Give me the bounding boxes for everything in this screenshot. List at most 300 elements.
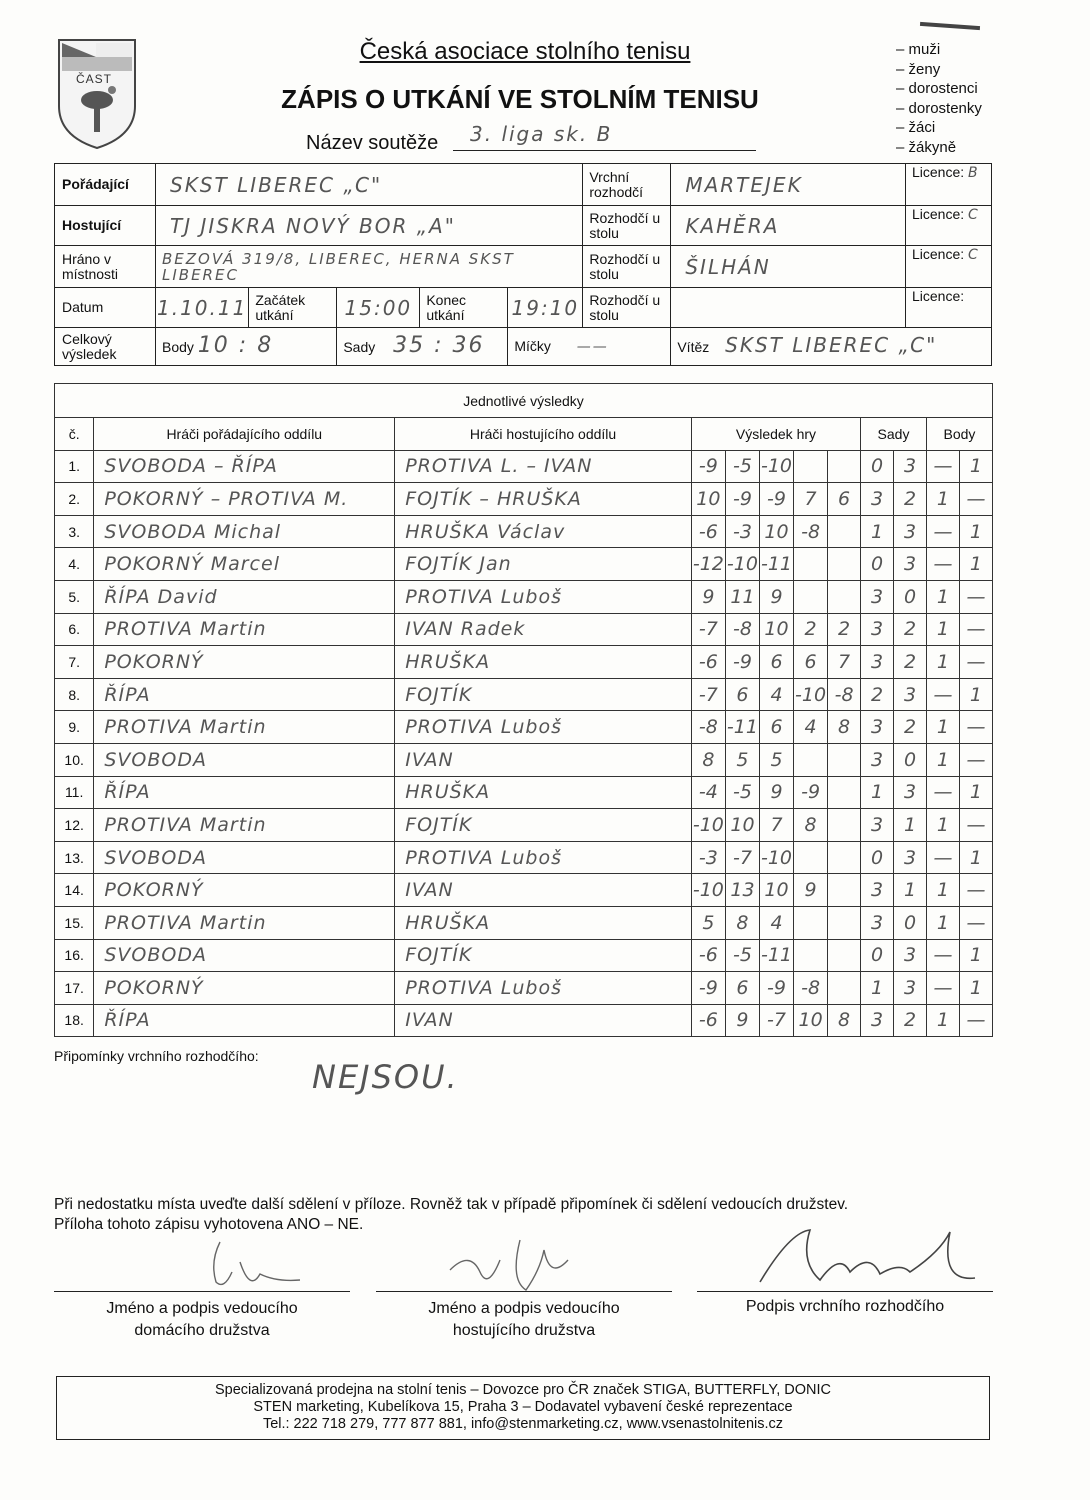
home-player: PROTIVA Martin bbox=[94, 711, 395, 744]
sets-home: 3 bbox=[861, 906, 894, 939]
game-score: 9 bbox=[794, 874, 828, 907]
category-junior-girls: – dorostenky bbox=[896, 99, 982, 117]
game-score: 10 bbox=[691, 483, 725, 516]
footer-box bbox=[56, 1376, 990, 1440]
points-home: — bbox=[926, 776, 959, 809]
game-score bbox=[828, 874, 861, 907]
home-player: PROTIVA Martin bbox=[94, 613, 395, 646]
points-guest: — bbox=[959, 874, 992, 907]
game-score: 10 bbox=[759, 874, 793, 907]
game-score: -12 bbox=[691, 548, 725, 581]
guest-player: PROTIVA Luboš bbox=[395, 580, 692, 613]
licence-label-4: Licence: bbox=[906, 288, 992, 328]
licence-value-2: C bbox=[968, 207, 980, 223]
home-player: POKORNÝ bbox=[94, 874, 395, 907]
game-score: -8 bbox=[691, 711, 725, 744]
row-number: 10. bbox=[55, 743, 94, 776]
logo-text: ČAST bbox=[76, 72, 113, 86]
home-player: ŘÍPA bbox=[94, 678, 395, 711]
guest-player: PROTIVA Luboš bbox=[395, 841, 692, 874]
guest-player: HRUŠKA bbox=[395, 906, 692, 939]
home-player: POKORNÝ bbox=[94, 972, 395, 1005]
result-row bbox=[55, 743, 993, 776]
end-value: 19:10 bbox=[508, 288, 583, 328]
home-player: POKORNÝ bbox=[94, 646, 395, 679]
home-player: SVOBODA Michal bbox=[94, 515, 395, 548]
game-score bbox=[828, 809, 861, 842]
game-score: 4 bbox=[759, 678, 793, 711]
game-score: 9 bbox=[759, 580, 793, 613]
sets-value: 35 : 36 bbox=[393, 333, 485, 358]
sets-guest: 3 bbox=[894, 776, 927, 809]
sets-guest: 2 bbox=[894, 483, 927, 516]
points-home: 1 bbox=[926, 809, 959, 842]
winner-value: SKST LIBEREC „C" bbox=[725, 333, 938, 357]
game-score: -9 bbox=[759, 972, 793, 1005]
result-row bbox=[55, 972, 993, 1005]
row-number: 16. bbox=[55, 939, 94, 972]
guest-value: TJ JISKRA NOVÝ BOR „A" bbox=[156, 206, 583, 246]
game-score: -9 bbox=[691, 972, 725, 1005]
game-score: -6 bbox=[691, 646, 725, 679]
row-number: 3. bbox=[55, 515, 94, 548]
sets-home: 3 bbox=[861, 711, 894, 744]
game-score: 6 bbox=[794, 646, 828, 679]
home-player: SVOBODA bbox=[94, 939, 395, 972]
sets-home: 3 bbox=[861, 580, 894, 613]
referee-label: Vrchní rozhodčí bbox=[583, 164, 671, 206]
game-score: 6 bbox=[725, 972, 759, 1005]
game-score: -11 bbox=[759, 548, 793, 581]
sets-guest: 3 bbox=[894, 939, 927, 972]
game-score: 5 bbox=[759, 743, 793, 776]
note-line-1: Při nedostatku místa uveďte další sdělení v příloze. Rovněž tak v případě připomínek či sdělení vedoucích družstev. bbox=[54, 1196, 849, 1213]
points-home: — bbox=[926, 548, 959, 581]
game-score bbox=[794, 450, 828, 483]
game-score bbox=[828, 548, 861, 581]
sets-guest: 0 bbox=[894, 743, 927, 776]
sets-guest: 3 bbox=[894, 841, 927, 874]
sets-home: 1 bbox=[861, 972, 894, 1005]
points-home: 1 bbox=[926, 646, 959, 679]
game-score: -5 bbox=[725, 939, 759, 972]
col-sets-header: Sady bbox=[861, 418, 927, 451]
sets-home: 0 bbox=[861, 450, 894, 483]
points-home: 1 bbox=[926, 613, 959, 646]
game-score bbox=[828, 580, 861, 613]
row-number: 4. bbox=[55, 548, 94, 581]
sets-guest: 0 bbox=[894, 580, 927, 613]
home-player: SVOBODA bbox=[94, 743, 395, 776]
result-row bbox=[55, 580, 993, 613]
result-row bbox=[55, 841, 993, 874]
category-pupils-girls: – žákyně bbox=[896, 138, 957, 156]
game-score: 8 bbox=[794, 809, 828, 842]
points-guest: 1 bbox=[959, 939, 992, 972]
game-score: 8 bbox=[691, 743, 725, 776]
sets-label: Sady bbox=[343, 339, 376, 355]
points-home: — bbox=[926, 515, 959, 548]
game-score: 2 bbox=[828, 613, 861, 646]
sets-home: 0 bbox=[861, 939, 894, 972]
points-guest: 1 bbox=[959, 776, 992, 809]
game-score: -3 bbox=[691, 841, 725, 874]
game-score: -5 bbox=[725, 776, 759, 809]
category-strike bbox=[920, 22, 980, 30]
guest-player: PROTIVA Luboš bbox=[395, 711, 692, 744]
col-points-header: Body bbox=[926, 418, 992, 451]
home-player: ŘÍPA David bbox=[94, 580, 395, 613]
umpire3-label: Rozhodčí u stolu bbox=[583, 288, 671, 328]
game-score bbox=[828, 841, 861, 874]
referee-signature bbox=[750, 1222, 980, 1292]
game-score bbox=[794, 580, 828, 613]
sets-home: 3 bbox=[861, 874, 894, 907]
licence-label-2: Licence: C bbox=[906, 206, 992, 246]
competition-value: 3. liga sk. B bbox=[470, 122, 613, 146]
row-number: 9. bbox=[55, 711, 94, 744]
guest-player: HRUŠKA bbox=[395, 776, 692, 809]
points-guest: — bbox=[959, 711, 992, 744]
game-score: -11 bbox=[759, 939, 793, 972]
col-guest-header: Hráči hostujícího oddílu bbox=[395, 418, 692, 451]
home-player: SVOBODA bbox=[94, 841, 395, 874]
home-leader-label: Jméno a podpis vedoucího domácího družstva bbox=[106, 1300, 298, 1339]
results-table bbox=[54, 383, 993, 1037]
guest-signature bbox=[440, 1230, 590, 1300]
total-label: Celkový výsledek bbox=[55, 328, 156, 366]
match-info-table bbox=[54, 163, 992, 366]
game-score bbox=[828, 776, 861, 809]
game-score: 13 bbox=[725, 874, 759, 907]
sets-guest: 3 bbox=[894, 972, 927, 1005]
guest-player: IVAN bbox=[395, 874, 692, 907]
umpire2-value: ŠILHÁN bbox=[671, 246, 906, 288]
game-score: 10 bbox=[759, 515, 793, 548]
game-score: 7 bbox=[759, 809, 793, 842]
game-score: 5 bbox=[691, 906, 725, 939]
venue-label: Hráno v místnosti bbox=[55, 246, 156, 288]
guest-player: FOJTÍK bbox=[395, 809, 692, 842]
competition-label: Název soutěže bbox=[306, 132, 439, 154]
note-line-2: Příloha tohoto zápisu vyhotovena ANO – NE. bbox=[54, 1216, 364, 1233]
points-home: 1 bbox=[926, 874, 959, 907]
guest-player: IVAN bbox=[395, 1004, 692, 1037]
licence-value-1: B bbox=[968, 165, 980, 181]
points-home: 1 bbox=[926, 580, 959, 613]
remarks-label: Připomínky vrchního rozhodčího: bbox=[54, 1048, 259, 1064]
game-score bbox=[794, 906, 828, 939]
balls-label: Míčky bbox=[514, 337, 551, 354]
game-score: -7 bbox=[691, 613, 725, 646]
points-guest: — bbox=[959, 580, 992, 613]
sets-home: 3 bbox=[861, 809, 894, 842]
licence-label-3: Licence: C bbox=[906, 246, 992, 288]
result-row bbox=[55, 906, 993, 939]
row-number: 11. bbox=[55, 776, 94, 809]
points-home: 1 bbox=[926, 711, 959, 744]
home-player: ŘÍPA bbox=[94, 1004, 395, 1037]
row-number: 6. bbox=[55, 613, 94, 646]
game-score: -7 bbox=[725, 841, 759, 874]
game-score: -9 bbox=[725, 646, 759, 679]
sets-home: 3 bbox=[861, 613, 894, 646]
game-score: -6 bbox=[691, 939, 725, 972]
game-score: 8 bbox=[828, 711, 861, 744]
remarks-value: NEJSOU. bbox=[312, 1058, 459, 1096]
game-score: 10 bbox=[794, 1004, 828, 1037]
col-no-header: č. bbox=[55, 418, 94, 451]
logo bbox=[56, 38, 138, 150]
points-value: 10 : 8 bbox=[197, 333, 274, 358]
sets-guest: 3 bbox=[894, 450, 927, 483]
result-row bbox=[55, 613, 993, 646]
row-number: 2. bbox=[55, 483, 94, 516]
result-row bbox=[55, 874, 993, 907]
category-junior-boys: – dorostenci bbox=[896, 80, 978, 97]
points-guest: — bbox=[959, 483, 992, 516]
points-home: 1 bbox=[926, 906, 959, 939]
game-score: 10 bbox=[759, 613, 793, 646]
game-score: 10 bbox=[725, 809, 759, 842]
game-score bbox=[828, 972, 861, 1005]
start-value: 15:00 bbox=[337, 288, 420, 328]
home-player: POKORNÝ – PROTIVA M. bbox=[94, 483, 395, 516]
result-row bbox=[55, 939, 993, 972]
points-guest: — bbox=[959, 1004, 992, 1037]
game-score: -10 bbox=[725, 548, 759, 581]
sets-home: 3 bbox=[861, 646, 894, 679]
sets-guest: 1 bbox=[894, 809, 927, 842]
points-guest: 1 bbox=[959, 548, 992, 581]
guest-player: IVAN Radek bbox=[395, 613, 692, 646]
org-name: Česká asociace stolního tenisu bbox=[359, 38, 691, 65]
game-score: 6 bbox=[828, 483, 861, 516]
game-score: -8 bbox=[794, 515, 828, 548]
game-score: -10 bbox=[691, 809, 725, 842]
licence-value-3: C bbox=[968, 247, 980, 263]
game-score: 6 bbox=[759, 646, 793, 679]
date-value: 1.10.11 bbox=[156, 288, 249, 328]
home-player: ŘÍPA bbox=[94, 776, 395, 809]
licence-label-1: Licence: B bbox=[906, 164, 992, 206]
points-guest: 1 bbox=[959, 515, 992, 548]
sets-guest: 3 bbox=[894, 548, 927, 581]
game-score: 8 bbox=[725, 906, 759, 939]
game-score: -10 bbox=[691, 874, 725, 907]
game-score: 7 bbox=[794, 483, 828, 516]
guest-leader-label: Jméno a podpis vedoucího hostujícího družstva bbox=[428, 1300, 620, 1339]
category-women: – ženy bbox=[896, 60, 941, 78]
game-score bbox=[828, 450, 861, 483]
organizer-label: Pořádající bbox=[55, 164, 156, 206]
umpire1-label: Rozhodčí u stolu bbox=[583, 206, 671, 246]
game-score: 11 bbox=[725, 580, 759, 613]
winner-label: Vítěz bbox=[677, 339, 710, 355]
points-guest: — bbox=[959, 906, 992, 939]
row-number: 18. bbox=[55, 1004, 94, 1037]
date-label: Datum bbox=[55, 288, 156, 328]
sets-home: 1 bbox=[861, 776, 894, 809]
venue-value: BEZOVÁ 319/8, LIBEREC, HERNA SKST LIBEREC bbox=[156, 246, 583, 288]
balls-value: —— bbox=[576, 338, 609, 355]
game-score bbox=[794, 743, 828, 776]
col-games-header: Výsledek hry bbox=[691, 418, 860, 451]
sets-home: 2 bbox=[861, 678, 894, 711]
points-guest: — bbox=[959, 646, 992, 679]
game-score bbox=[828, 515, 861, 548]
end-label: Konec utkání bbox=[420, 288, 508, 328]
category-pupils-boys: – žáci bbox=[896, 119, 936, 136]
points-guest: — bbox=[959, 743, 992, 776]
referee-value: MARTEJEK bbox=[671, 164, 906, 206]
row-number: 1. bbox=[55, 450, 94, 483]
guest-player: FOJTÍK – HRUŠKA bbox=[395, 483, 692, 516]
referee-signature-label: Podpis vrchního rozhodčího bbox=[745, 1298, 945, 1315]
result-row bbox=[55, 450, 993, 483]
points-home: 1 bbox=[926, 483, 959, 516]
game-score bbox=[828, 906, 861, 939]
points-cell bbox=[156, 328, 337, 366]
points-home: 1 bbox=[926, 1004, 959, 1037]
game-score: 5 bbox=[725, 743, 759, 776]
result-row bbox=[55, 678, 993, 711]
sets-home: 0 bbox=[861, 841, 894, 874]
category-men: – muži bbox=[896, 41, 941, 58]
start-label: Začátek utkání bbox=[249, 288, 337, 328]
game-score bbox=[794, 841, 828, 874]
result-row bbox=[55, 776, 993, 809]
results-title: Jednotlivé výsledky bbox=[55, 384, 993, 418]
points-guest: — bbox=[959, 809, 992, 842]
row-number: 17. bbox=[55, 972, 94, 1005]
sets-guest: 3 bbox=[894, 515, 927, 548]
result-row bbox=[55, 646, 993, 679]
points-home: — bbox=[926, 972, 959, 1005]
guest-player: HRUŠKA bbox=[395, 646, 692, 679]
points-home: — bbox=[926, 450, 959, 483]
game-score: -7 bbox=[691, 678, 725, 711]
game-score bbox=[794, 548, 828, 581]
result-row bbox=[55, 1004, 993, 1037]
game-score: -8 bbox=[828, 678, 861, 711]
home-player: POKORNÝ Marcel bbox=[94, 548, 395, 581]
sets-home: 3 bbox=[861, 1004, 894, 1037]
guest-label: Hostující bbox=[55, 206, 156, 246]
guest-player: FOJTÍK bbox=[395, 939, 692, 972]
game-score: -9 bbox=[725, 483, 759, 516]
game-score: -6 bbox=[691, 515, 725, 548]
balls-cell bbox=[508, 328, 671, 366]
guest-player: FOJTÍK bbox=[395, 678, 692, 711]
home-player: PROTIVA Martin bbox=[94, 809, 395, 842]
game-score: -6 bbox=[691, 1004, 725, 1037]
sets-guest: 2 bbox=[894, 613, 927, 646]
sets-home: 1 bbox=[861, 515, 894, 548]
page-title: ZÁPIS O UTKÁNÍ VE STOLNÍM TENISU bbox=[281, 84, 759, 114]
row-number: 15. bbox=[55, 906, 94, 939]
guest-player: PROTIVA Luboš bbox=[395, 972, 692, 1005]
game-score: -4 bbox=[691, 776, 725, 809]
game-score: -8 bbox=[725, 613, 759, 646]
result-row bbox=[55, 711, 993, 744]
sets-guest: 2 bbox=[894, 711, 927, 744]
sets-guest: 2 bbox=[894, 1004, 927, 1037]
game-score: -9 bbox=[691, 450, 725, 483]
home-player: PROTIVA Martin bbox=[94, 906, 395, 939]
footer-line-2: STEN marketing, Kubelíkova 15, Praha 3 – Dodavatel vybavení české reprezentace bbox=[253, 1399, 793, 1415]
game-score: -9 bbox=[794, 776, 828, 809]
sets-guest: 1 bbox=[894, 874, 927, 907]
sets-guest: 0 bbox=[894, 906, 927, 939]
game-score: 4 bbox=[794, 711, 828, 744]
points-guest: 1 bbox=[959, 450, 992, 483]
row-number: 7. bbox=[55, 646, 94, 679]
result-row bbox=[55, 809, 993, 842]
points-home: — bbox=[926, 678, 959, 711]
guest-player: FOJTÍK Jan bbox=[395, 548, 692, 581]
results-body bbox=[55, 450, 993, 1037]
game-score: 8 bbox=[828, 1004, 861, 1037]
game-score: -10 bbox=[759, 841, 793, 874]
game-score: 9 bbox=[691, 580, 725, 613]
game-score bbox=[794, 939, 828, 972]
game-score: 6 bbox=[725, 678, 759, 711]
points-guest: 1 bbox=[959, 841, 992, 874]
points-guest: — bbox=[959, 613, 992, 646]
game-score bbox=[828, 743, 861, 776]
points-guest: 1 bbox=[959, 972, 992, 1005]
game-score: -5 bbox=[725, 450, 759, 483]
result-row bbox=[55, 483, 993, 516]
game-score: 6 bbox=[759, 711, 793, 744]
game-score: 9 bbox=[759, 776, 793, 809]
points-home: 1 bbox=[926, 743, 959, 776]
sets-home: 0 bbox=[861, 548, 894, 581]
game-score: 2 bbox=[794, 613, 828, 646]
result-row bbox=[55, 515, 993, 548]
game-score: -3 bbox=[725, 515, 759, 548]
game-score: -7 bbox=[759, 1004, 793, 1037]
guest-player: IVAN bbox=[395, 743, 692, 776]
game-score: 9 bbox=[725, 1004, 759, 1037]
umpire1-value: KAHĚRA bbox=[671, 206, 906, 246]
points-label: Body bbox=[162, 339, 194, 355]
row-number: 5. bbox=[55, 580, 94, 613]
umpire3-value bbox=[671, 288, 906, 328]
points-guest: 1 bbox=[959, 678, 992, 711]
col-home-header: Hráči pořádajícího oddílu bbox=[94, 418, 395, 451]
sets-home: 3 bbox=[861, 743, 894, 776]
home-player: SVOBODA – ŘÍPA bbox=[94, 450, 395, 483]
game-score: -8 bbox=[794, 972, 828, 1005]
umpire2-label: Rozhodčí u stolu bbox=[583, 246, 671, 288]
points-home: — bbox=[926, 841, 959, 874]
guest-player: HRUŠKA Václav bbox=[395, 515, 692, 548]
sets-cell bbox=[337, 328, 508, 366]
sets-guest: 2 bbox=[894, 646, 927, 679]
sets-home: 3 bbox=[861, 483, 894, 516]
row-number: 13. bbox=[55, 841, 94, 874]
row-number: 14. bbox=[55, 874, 94, 907]
game-score: -10 bbox=[794, 678, 828, 711]
row-number: 12. bbox=[55, 809, 94, 842]
footer-line-3: Tel.: 222 718 279, 777 877 881, info@stenmarketing.cz, www.vsenastolnitenis.cz bbox=[262, 1416, 784, 1432]
game-score: -10 bbox=[759, 450, 793, 483]
game-score: -9 bbox=[759, 483, 793, 516]
game-score: -11 bbox=[725, 711, 759, 744]
category-list bbox=[896, 40, 982, 157]
